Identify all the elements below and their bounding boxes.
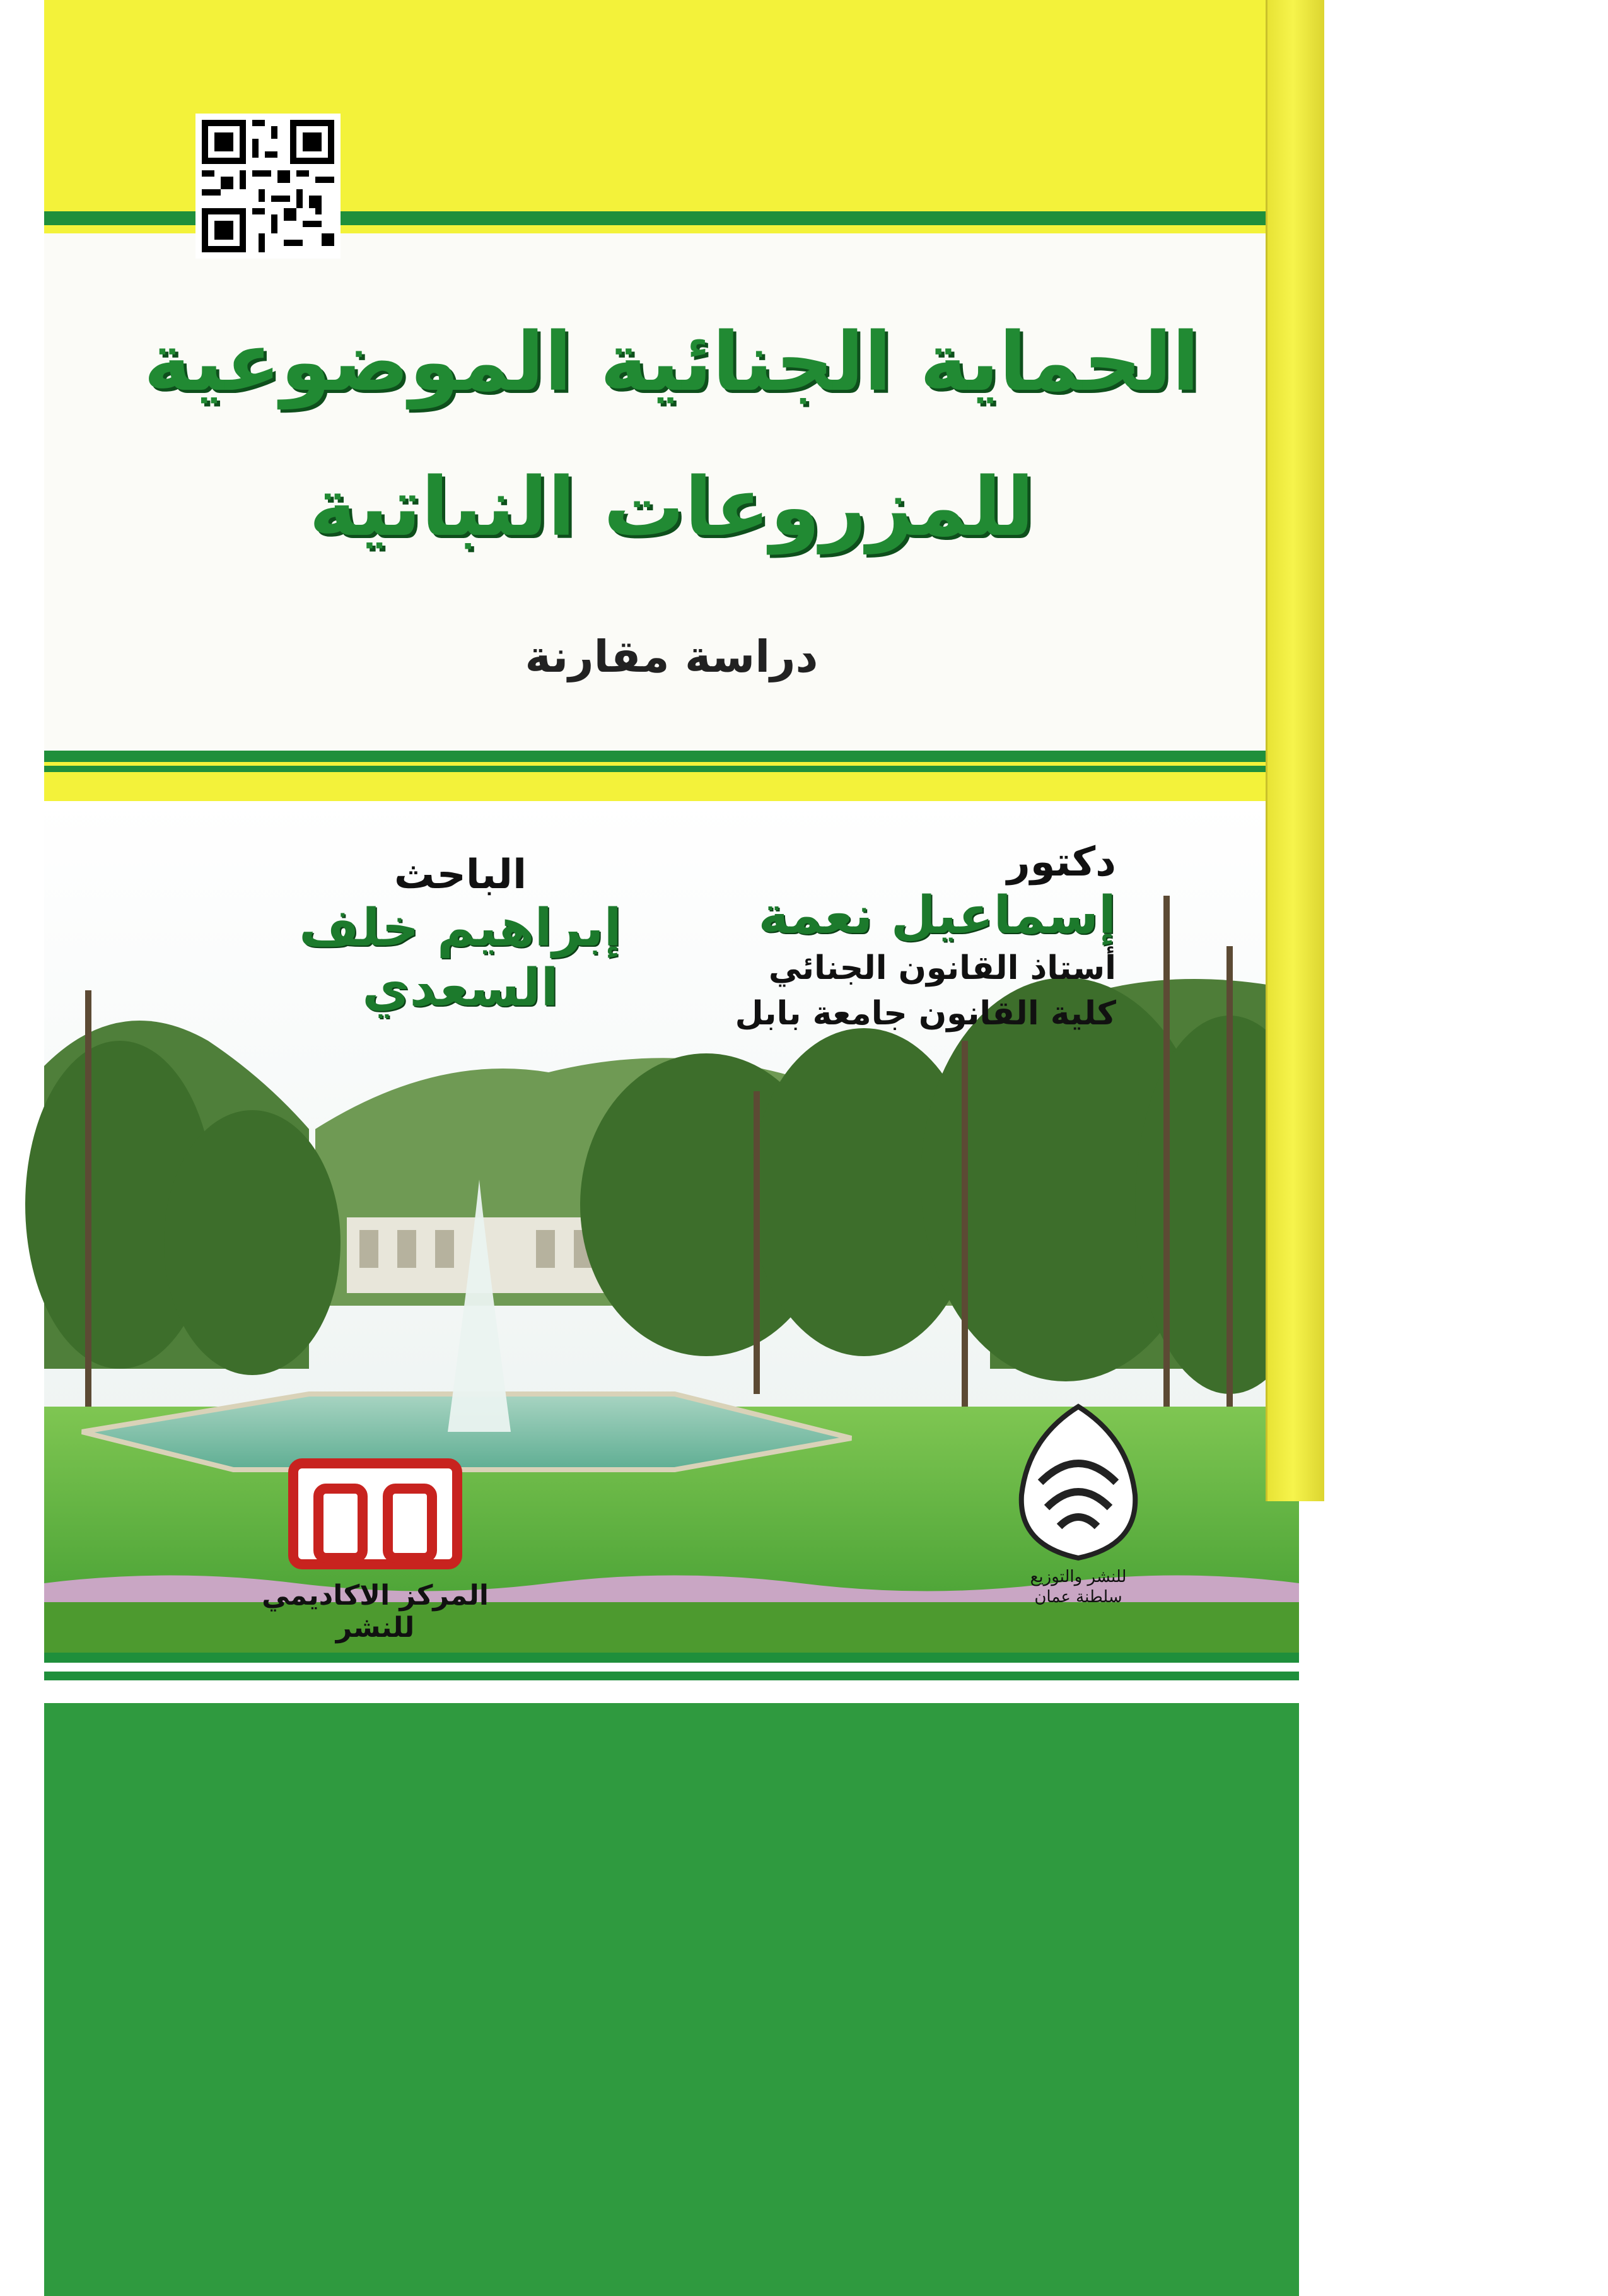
book-subtitle: دراسة مقارنة [525,631,819,682]
publisher-right-line-1: للنشر والتوزيع [1030,1567,1127,1586]
bottom-green-stripe-2 [44,1672,1299,1680]
publisher-left-block [233,1451,517,1644]
author-researcher-label: الباحث [394,852,527,898]
book-title-line-2: للمزروعات النباتية [308,460,1035,554]
bottom-green-stripe-1 [44,1653,1299,1663]
calligraphy-logo-icon [1003,1400,1154,1564]
author-doctor-affiliation: كلية القانون جامعة بابل [735,995,1116,1033]
author-doctor-name: إسماعيل نعمة [758,886,1116,946]
qr-code [195,114,341,259]
author-doctor-label: دكتور [1006,839,1116,886]
author-researcher-name: إبراهيم خلف السعدي [299,898,622,1018]
publisher-left-name: المركز الاكاديمي للنشر [262,1579,489,1644]
author-doctor-position: أستاذ القانون الجنائي [768,949,1116,987]
book-logo-icon [281,1451,470,1577]
author-researcher-block [202,852,719,1018]
publisher-right-line-2: سلطنة عمان [1034,1588,1122,1607]
book-title-line-1: الحماية الجنائية الموضوعية [143,315,1200,409]
mid-green-stripe-2 [44,766,1299,772]
book-cover [44,0,1324,1644]
book-spine [1266,0,1324,1501]
bottom-green-band [44,1703,1299,2296]
publisher-right-block [984,1400,1173,1607]
mid-green-stripe-1 [44,751,1299,762]
